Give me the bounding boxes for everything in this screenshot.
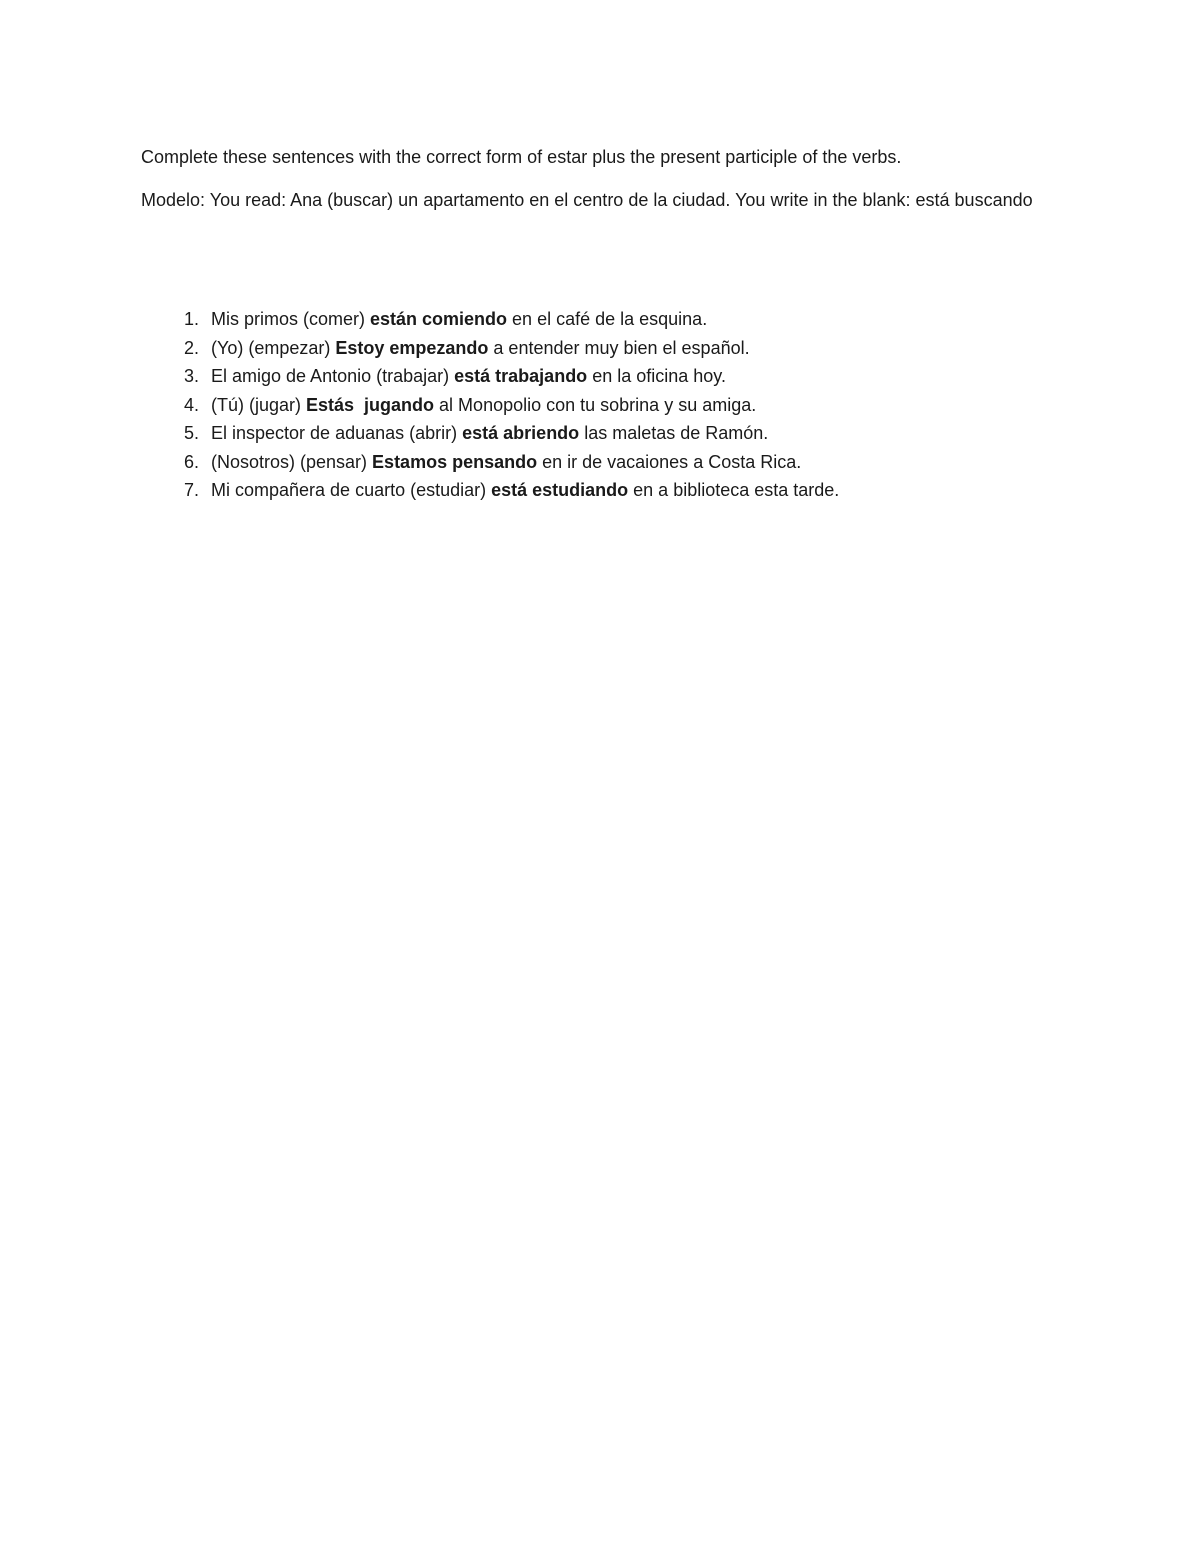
instructions-text: Complete these sentences with the correct form of estar plus the present participle of the verbs. <box>141 147 902 167</box>
item-answer: están comiendo <box>370 309 508 329</box>
item-prefix: El amigo de Antonio (trabajar) <box>211 366 455 386</box>
item-prefix: (Yo) (empezar) <box>211 337 336 358</box>
item-text <box>211 305 707 334</box>
item-text <box>211 334 750 363</box>
item-prefix: Mi compañera de cuarto (estudiar) <box>211 480 492 500</box>
list-item <box>141 334 1061 363</box>
item-answer: Estamos pensando <box>372 451 538 472</box>
item-answer: está abriendo <box>462 423 580 443</box>
list-item <box>141 419 1061 448</box>
item-suffix: en el café de la esquina. <box>507 309 708 329</box>
item-prefix: El inspector de aduanas (abrir) <box>211 423 463 443</box>
item-text <box>211 419 768 448</box>
item-answer: Estoy empezando <box>335 337 489 358</box>
item-answer: está trabajando <box>454 366 588 386</box>
item-answer: está estudiando <box>491 480 629 500</box>
item-number: 6. <box>183 451 199 472</box>
item-number: 4. <box>183 394 199 415</box>
item-number: 1. <box>183 309 199 329</box>
item-prefix: Mis primos (comer) <box>211 309 371 329</box>
item-text <box>211 391 756 420</box>
list-item <box>141 305 1061 334</box>
list-item <box>141 362 1061 391</box>
item-number: 5. <box>183 423 199 443</box>
list-item <box>141 391 1061 420</box>
item-text <box>211 476 839 505</box>
item-suffix: las maletas de Ramón. <box>579 423 769 443</box>
item-answer: Estás jugando <box>306 394 435 415</box>
item-suffix: en la oficina hoy. <box>587 366 726 386</box>
item-text <box>211 448 801 477</box>
item-number: 2. <box>183 337 199 358</box>
modelo-text: Modelo: You read: Ana (buscar) un apartamento en el centro de la ciudad. You write in the blank: está buscando <box>141 190 1033 210</box>
item-suffix: en ir de vacaiones a Costa Rica. <box>537 451 802 472</box>
item-prefix: (Nosotros) (pensar) <box>211 451 373 472</box>
item-suffix: al Monopolio con tu sobrina y su amiga. <box>434 394 757 415</box>
list-item <box>141 448 1061 477</box>
item-text <box>211 362 726 391</box>
item-number: 3. <box>183 366 199 386</box>
list-item <box>141 476 1061 505</box>
item-suffix: a entender muy bien el español. <box>488 337 750 358</box>
item-number: 7. <box>183 480 199 500</box>
item-prefix: (Tú) (jugar) <box>211 394 307 415</box>
exercise-list <box>141 305 1061 505</box>
item-suffix: en a biblioteca esta tarde. <box>628 480 840 500</box>
